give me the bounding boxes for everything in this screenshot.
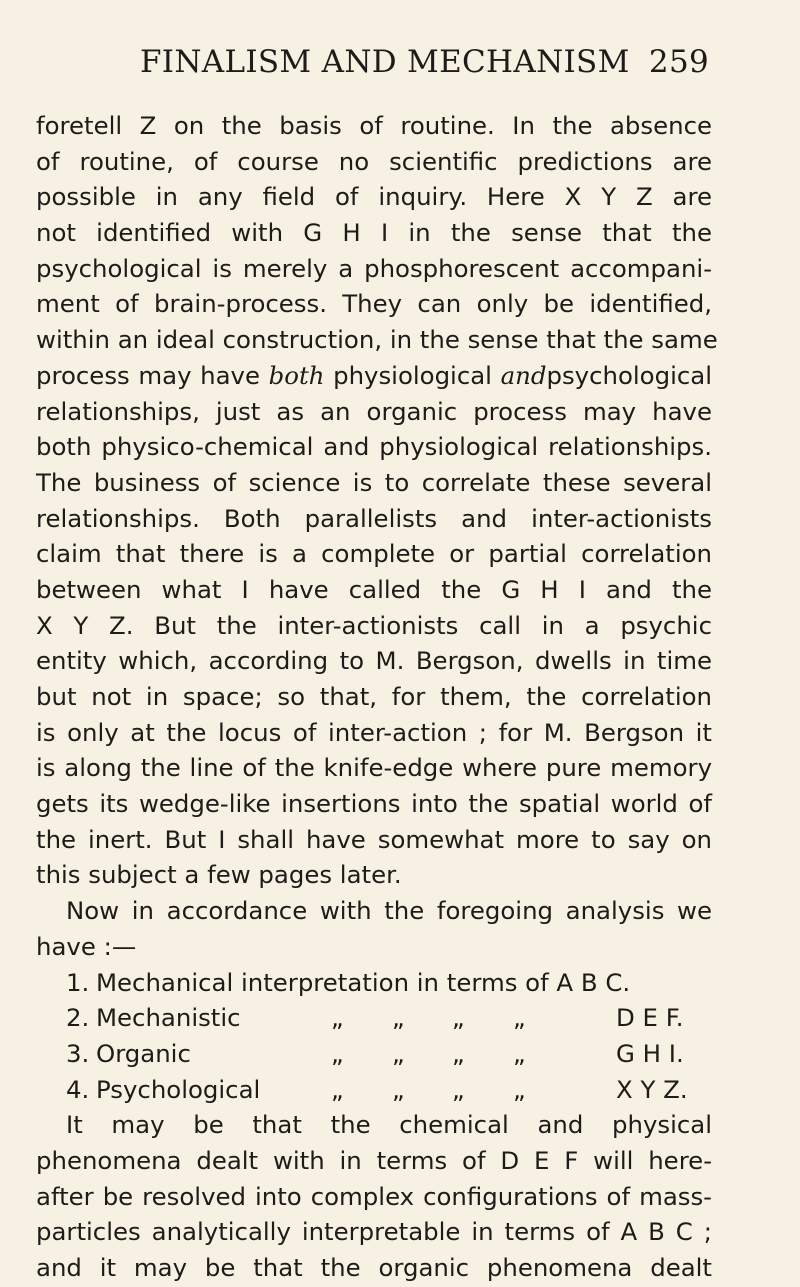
- list-text: Mechanical interpretation in terms of A B C.: [96, 967, 631, 997]
- text-line: gets its wedge-like insertions into the spatial world of: [36, 789, 712, 819]
- text-line: psychological is merely a phosphorescent accompani-: [36, 253, 712, 283]
- list-name: Psychological: [96, 1074, 261, 1104]
- text-line: the inert. But I shall have somewhat more to say on: [36, 824, 712, 854]
- page-number: 259: [648, 44, 709, 80]
- ditto-mark: „: [331, 1038, 344, 1068]
- text-line: within an ideal construction, in the sense that the same: [36, 325, 718, 355]
- text-line: X Y Z. But the inter-actionists call in a psychic: [36, 610, 712, 640]
- text-line: The business of science is to correlate these several: [36, 467, 712, 497]
- text-line: and it may be that the organic phenomena dealt: [36, 1253, 712, 1282]
- list-item-4: [36, 1072, 712, 1108]
- list-item-3: [36, 1036, 712, 1072]
- text-line: both physico-chemical and physiological relationships.: [36, 432, 712, 462]
- list-item-1: [36, 965, 712, 1001]
- text-line: relationships, just as an organic process may have: [36, 396, 712, 426]
- text-segment: process may have: [36, 360, 269, 390]
- text-line: claim that there is a complete or partial correlation: [36, 539, 712, 569]
- list-letters: X Y Z.: [616, 1074, 688, 1104]
- text-line: after be resolved into complex configurations of mass-: [36, 1181, 712, 1211]
- text-line: not identified with G H I in the sense that the: [36, 218, 712, 248]
- list-letters: G H I.: [616, 1038, 684, 1068]
- ditto-mark: „: [331, 1074, 344, 1104]
- ditto-mark: „: [392, 1074, 405, 1104]
- list-number: 4.: [66, 1074, 90, 1104]
- ditto-mark: „: [452, 1003, 465, 1033]
- text-line: between what I have called the G H I and the: [36, 574, 712, 604]
- text-segment: physiological: [324, 360, 501, 390]
- text-line: entity which, according to M. Bergson, dwells in time: [36, 646, 712, 676]
- text-line: foretell Z on the basis of routine. In the absence: [36, 111, 712, 140]
- ditto-mark: „: [513, 1038, 526, 1068]
- text-line: particles analytically interpretable in terms of A B C ;: [36, 1217, 712, 1247]
- ditto-mark: „: [392, 1003, 405, 1033]
- text-line: is along the line of the knife-edge where pure memory: [36, 753, 712, 783]
- ditto-mark: „: [331, 1003, 344, 1033]
- ditto-mark: „: [392, 1038, 405, 1068]
- text-line: phenomena dealt with in terms of D E F will here-: [36, 1145, 712, 1175]
- ditto-mark: „: [452, 1038, 465, 1068]
- list-number: 3.: [66, 1038, 90, 1068]
- paragraph-first-line: It may be that the chemical and physical: [66, 1110, 712, 1140]
- text-line: possible in any field of inquiry. Here X Y Z are: [36, 182, 712, 212]
- list-name: Mechanistic: [96, 1003, 241, 1033]
- list-item-2: [36, 1000, 712, 1036]
- text-line-with-emphasis: [36, 358, 712, 394]
- text-line: but not in space; so that, for them, the correlation: [36, 682, 712, 711]
- paragraph-end-line: this subject a few pages later.: [36, 860, 402, 890]
- list-letters: D E F.: [616, 1003, 684, 1033]
- ditto-mark: „: [452, 1074, 465, 1104]
- text-line: relationships. Both parallelists and inter-actionists: [36, 503, 712, 533]
- paragraph-end-line: have :—: [36, 931, 137, 961]
- running-title: FINALISM AND MECHANISM: [140, 44, 630, 80]
- text-segment: psychological: [546, 360, 712, 390]
- body-text: [36, 108, 718, 1286]
- ditto-mark: „: [513, 1003, 526, 1033]
- text-line: of routine, of course no scientific predictions are: [36, 146, 712, 176]
- list-name: Organic: [96, 1038, 191, 1068]
- emphasis-both: both: [268, 360, 325, 390]
- paragraph-first-line: Now in accordance with the foregoing analysis we: [66, 896, 712, 926]
- text-line: ment of brain-process. They can only be identified,: [36, 289, 712, 319]
- emphasis-and: and: [500, 360, 547, 390]
- ditto-mark: „: [513, 1074, 526, 1104]
- list-number: 1.: [66, 967, 90, 997]
- list-number: 2.: [66, 1003, 90, 1033]
- text-line: is only at the locus of inter-action ; for M. Bergson it: [36, 717, 712, 747]
